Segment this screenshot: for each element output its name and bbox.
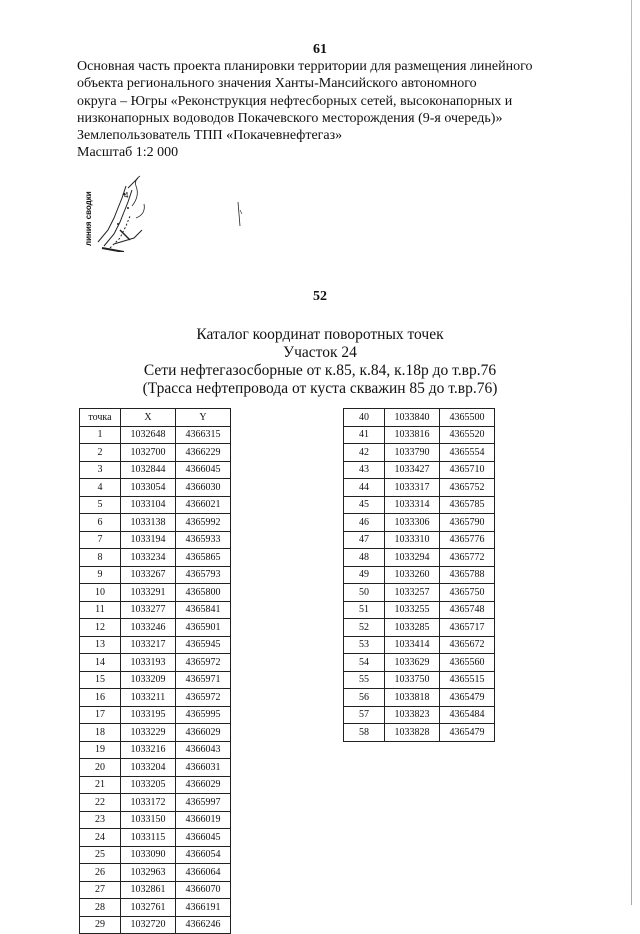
table-row bbox=[80, 811, 231, 829]
cell-x: 1033195 bbox=[121, 706, 176, 724]
cell-y: 4366064 bbox=[176, 864, 231, 882]
cell-point: 9 bbox=[80, 566, 121, 584]
cell-y: 4365933 bbox=[176, 531, 231, 549]
table-row bbox=[80, 724, 231, 742]
cell-x: 1032861 bbox=[121, 881, 176, 899]
cell-x: 1033054 bbox=[121, 479, 176, 497]
cell-x: 1033138 bbox=[121, 514, 176, 532]
table-row bbox=[344, 601, 495, 619]
table-row bbox=[80, 846, 231, 864]
cell-point: 10 bbox=[80, 584, 121, 602]
cell-point: 1 bbox=[80, 426, 121, 444]
table-row bbox=[344, 689, 495, 707]
page-number-mid: 52 bbox=[313, 289, 327, 304]
cell-y: 4365479 bbox=[440, 689, 495, 707]
cell-y: 4366029 bbox=[176, 776, 231, 794]
cell-point: 45 bbox=[344, 496, 385, 514]
column-header-x: X bbox=[121, 409, 176, 427]
cell-y: 4365992 bbox=[176, 514, 231, 532]
cell-x: 1033150 bbox=[121, 811, 176, 829]
cell-point: 20 bbox=[80, 759, 121, 777]
cell-y: 4366191 bbox=[176, 899, 231, 917]
cell-y: 4365479 bbox=[440, 724, 495, 742]
header-line: округа – Югры «Реконструкция нефтесборных сетей, высоконапорных и bbox=[77, 93, 513, 109]
cell-point: 3 bbox=[80, 461, 121, 479]
cell-x: 1033090 bbox=[121, 846, 176, 864]
cell-point: 47 bbox=[344, 531, 385, 549]
table-row bbox=[80, 741, 231, 759]
cell-point: 58 bbox=[344, 724, 385, 742]
cell-x: 1033246 bbox=[121, 619, 176, 637]
table-row bbox=[80, 461, 231, 479]
coordinates-table-left bbox=[79, 408, 231, 934]
cell-y: 4365800 bbox=[176, 584, 231, 602]
cell-y: 4365995 bbox=[176, 706, 231, 724]
table-row bbox=[80, 654, 231, 672]
cell-x: 1033205 bbox=[121, 776, 176, 794]
cell-y: 4365972 bbox=[176, 654, 231, 672]
coordinates-table-right bbox=[343, 408, 495, 742]
cell-point: 42 bbox=[344, 444, 385, 462]
table-row bbox=[344, 479, 495, 497]
table-row bbox=[80, 706, 231, 724]
table-row bbox=[80, 601, 231, 619]
table-row bbox=[344, 636, 495, 654]
cell-point: 24 bbox=[80, 829, 121, 847]
table-row bbox=[344, 671, 495, 689]
cell-x: 1033216 bbox=[121, 741, 176, 759]
cell-point: 16 bbox=[80, 689, 121, 707]
table-row bbox=[344, 531, 495, 549]
cell-point: 29 bbox=[80, 916, 121, 934]
table-header-row bbox=[80, 409, 231, 427]
cell-x: 1033217 bbox=[121, 636, 176, 654]
cell-y: 4366246 bbox=[176, 916, 231, 934]
cell-y: 4365752 bbox=[440, 479, 495, 497]
cell-point: 52 bbox=[344, 619, 385, 637]
table-row bbox=[344, 724, 495, 742]
cell-point: 15 bbox=[80, 671, 121, 689]
cell-x: 1033629 bbox=[385, 654, 440, 672]
cell-x: 1033193 bbox=[121, 654, 176, 672]
cell-point: 49 bbox=[344, 566, 385, 584]
cell-y: 4365515 bbox=[440, 671, 495, 689]
cell-y: 4365484 bbox=[440, 706, 495, 724]
table-row bbox=[344, 461, 495, 479]
table-row bbox=[344, 654, 495, 672]
table-row bbox=[80, 514, 231, 532]
table-row bbox=[80, 619, 231, 637]
cell-point: 4 bbox=[80, 479, 121, 497]
table-row bbox=[80, 916, 231, 934]
cell-x: 1033194 bbox=[121, 531, 176, 549]
cell-point: 43 bbox=[344, 461, 385, 479]
page-number-top: 61 bbox=[313, 42, 327, 57]
table-row bbox=[80, 549, 231, 567]
cell-y: 4366021 bbox=[176, 496, 231, 514]
cell-y: 4365841 bbox=[176, 601, 231, 619]
table-row bbox=[80, 864, 231, 882]
cell-x: 1033209 bbox=[121, 671, 176, 689]
table-row bbox=[80, 776, 231, 794]
map-fragment-drawing bbox=[84, 168, 264, 252]
cell-point: 13 bbox=[80, 636, 121, 654]
table-row bbox=[344, 584, 495, 602]
table-row bbox=[344, 706, 495, 724]
table-row bbox=[80, 759, 231, 777]
cell-x: 1033317 bbox=[385, 479, 440, 497]
cell-point: 26 bbox=[80, 864, 121, 882]
cell-x: 1033816 bbox=[385, 426, 440, 444]
document-header bbox=[77, 58, 547, 162]
cell-x: 1033267 bbox=[121, 566, 176, 584]
cell-y: 4365793 bbox=[176, 566, 231, 584]
cell-point: 56 bbox=[344, 689, 385, 707]
table-row bbox=[344, 409, 495, 427]
cell-y: 4366229 bbox=[176, 444, 231, 462]
header-line: объекта регионального значения Ханты-Мансийского автономного bbox=[77, 76, 477, 92]
table-row bbox=[80, 426, 231, 444]
cell-point: 50 bbox=[344, 584, 385, 602]
cell-x: 1033750 bbox=[385, 671, 440, 689]
map-marker-label: 4 bbox=[124, 191, 129, 200]
table-row bbox=[80, 566, 231, 584]
table-row bbox=[344, 444, 495, 462]
table-row bbox=[80, 899, 231, 917]
cell-point: 46 bbox=[344, 514, 385, 532]
table-row bbox=[80, 794, 231, 812]
table-row bbox=[80, 689, 231, 707]
cell-y: 4365865 bbox=[176, 549, 231, 567]
cell-x: 1033823 bbox=[385, 706, 440, 724]
cell-x: 1033790 bbox=[385, 444, 440, 462]
table-row bbox=[80, 444, 231, 462]
cell-x: 1033306 bbox=[385, 514, 440, 532]
cell-x: 1033414 bbox=[385, 636, 440, 654]
cell-point: 8 bbox=[80, 549, 121, 567]
table-row bbox=[80, 636, 231, 654]
table-row bbox=[80, 881, 231, 899]
cell-point: 22 bbox=[80, 794, 121, 812]
cell-x: 1033818 bbox=[385, 689, 440, 707]
table-row bbox=[344, 619, 495, 637]
cell-point: 54 bbox=[344, 654, 385, 672]
cell-y: 4365672 bbox=[440, 636, 495, 654]
cell-x: 1033291 bbox=[121, 584, 176, 602]
cell-point: 44 bbox=[344, 479, 385, 497]
cell-x: 1033310 bbox=[385, 531, 440, 549]
table-row bbox=[344, 549, 495, 567]
cell-point: 55 bbox=[344, 671, 385, 689]
cell-y: 4366054 bbox=[176, 846, 231, 864]
cell-point: 5 bbox=[80, 496, 121, 514]
cell-x: 1033294 bbox=[385, 549, 440, 567]
cell-point: 19 bbox=[80, 741, 121, 759]
cell-y: 4366315 bbox=[176, 426, 231, 444]
cell-x: 1033277 bbox=[121, 601, 176, 619]
table-row bbox=[80, 671, 231, 689]
header-line: Землепользователь ТПП «Покачевнефтегаз» bbox=[77, 128, 343, 144]
cell-y: 4365500 bbox=[440, 409, 495, 427]
cell-point: 23 bbox=[80, 811, 121, 829]
cell-point: 12 bbox=[80, 619, 121, 637]
cell-point: 53 bbox=[344, 636, 385, 654]
cell-y: 4365788 bbox=[440, 566, 495, 584]
cell-y: 4366031 bbox=[176, 759, 231, 777]
cell-x: 1032648 bbox=[121, 426, 176, 444]
cell-point: 14 bbox=[80, 654, 121, 672]
table-row bbox=[80, 584, 231, 602]
cell-x: 1032844 bbox=[121, 461, 176, 479]
cell-x: 1033234 bbox=[121, 549, 176, 567]
cell-point: 17 bbox=[80, 706, 121, 724]
column-header-point: точка bbox=[80, 409, 121, 427]
cell-x: 1033427 bbox=[385, 461, 440, 479]
cell-point: 40 bbox=[344, 409, 385, 427]
catalog-section: Участок 24 bbox=[283, 344, 357, 361]
table-row bbox=[344, 426, 495, 444]
cell-y: 4366029 bbox=[176, 724, 231, 742]
cell-y: 4365750 bbox=[440, 584, 495, 602]
cell-point: 48 bbox=[344, 549, 385, 567]
header-line: Основная часть проекта планировки территории для размещения линейного bbox=[77, 59, 533, 74]
map-fragment-label: линия сводки bbox=[84, 191, 93, 246]
cell-x: 1033204 bbox=[121, 759, 176, 777]
catalog-title-block bbox=[0, 326, 640, 398]
cell-y: 4365520 bbox=[440, 426, 495, 444]
cell-point: 21 bbox=[80, 776, 121, 794]
cell-y: 4365554 bbox=[440, 444, 495, 462]
cell-point: 27 bbox=[80, 881, 121, 899]
table-row bbox=[80, 496, 231, 514]
table-row bbox=[344, 566, 495, 584]
cell-point: 2 bbox=[80, 444, 121, 462]
cell-y: 4365945 bbox=[176, 636, 231, 654]
scale-line: Масштаб 1:2 000 bbox=[77, 145, 179, 161]
cell-x: 1032761 bbox=[121, 899, 176, 917]
table-row bbox=[344, 514, 495, 532]
catalog-subtitle: Сети нефтегазосборные от к.85, к.84, к.18р до т.вр.76 bbox=[143, 362, 497, 379]
cell-y: 4365717 bbox=[440, 619, 495, 637]
cell-x: 1033104 bbox=[121, 496, 176, 514]
cell-point: 51 bbox=[344, 601, 385, 619]
cell-x: 1032963 bbox=[121, 864, 176, 882]
cell-x: 1033314 bbox=[385, 496, 440, 514]
cell-x: 1033115 bbox=[121, 829, 176, 847]
cell-point: 57 bbox=[344, 706, 385, 724]
cell-y: 4365790 bbox=[440, 514, 495, 532]
column-header-y: Y bbox=[176, 409, 231, 427]
cell-y: 4365776 bbox=[440, 531, 495, 549]
cell-y: 4366070 bbox=[176, 881, 231, 899]
cell-y: 4365901 bbox=[176, 619, 231, 637]
cell-point: 7 bbox=[80, 531, 121, 549]
cell-point: 6 bbox=[80, 514, 121, 532]
cell-point: 11 bbox=[80, 601, 121, 619]
cell-x: 1033172 bbox=[121, 794, 176, 812]
cell-y: 4366043 bbox=[176, 741, 231, 759]
cell-x: 1033828 bbox=[385, 724, 440, 742]
cell-y: 4365560 bbox=[440, 654, 495, 672]
cell-y: 4365772 bbox=[440, 549, 495, 567]
cell-x: 1033260 bbox=[385, 566, 440, 584]
catalog-title: Каталог координат поворотных точек bbox=[196, 326, 444, 343]
cell-y: 4366030 bbox=[176, 479, 231, 497]
cell-x: 1033255 bbox=[385, 601, 440, 619]
cell-x: 1032700 bbox=[121, 444, 176, 462]
table-row bbox=[80, 479, 231, 497]
catalog-subtitle: (Трасса нефтепровода от куста скважин 85 до т.вр.76) bbox=[142, 380, 498, 397]
cell-y: 4365971 bbox=[176, 671, 231, 689]
cell-y: 4365748 bbox=[440, 601, 495, 619]
cell-x: 1033285 bbox=[385, 619, 440, 637]
table-row bbox=[80, 531, 231, 549]
cell-y: 4365972 bbox=[176, 689, 231, 707]
cell-point: 18 bbox=[80, 724, 121, 742]
table-row bbox=[344, 496, 495, 514]
header-line: низконапорных водоводов Покачевского месторождения (9-я очередь)» bbox=[77, 110, 503, 126]
cell-y: 4365710 bbox=[440, 461, 495, 479]
cell-y: 4365785 bbox=[440, 496, 495, 514]
cell-y: 4365997 bbox=[176, 794, 231, 812]
cell-x: 1033229 bbox=[121, 724, 176, 742]
cell-x: 1033211 bbox=[121, 689, 176, 707]
cell-y: 4366045 bbox=[176, 461, 231, 479]
cell-x: 1033840 bbox=[385, 409, 440, 427]
table-row bbox=[80, 829, 231, 847]
cell-point: 28 bbox=[80, 899, 121, 917]
cell-x: 1032720 bbox=[121, 916, 176, 934]
cell-point: 25 bbox=[80, 846, 121, 864]
scan-edge-line bbox=[631, 0, 632, 905]
cell-point: 41 bbox=[344, 426, 385, 444]
cell-y: 4366019 bbox=[176, 811, 231, 829]
cell-y: 4366045 bbox=[176, 829, 231, 847]
cell-x: 1033257 bbox=[385, 584, 440, 602]
